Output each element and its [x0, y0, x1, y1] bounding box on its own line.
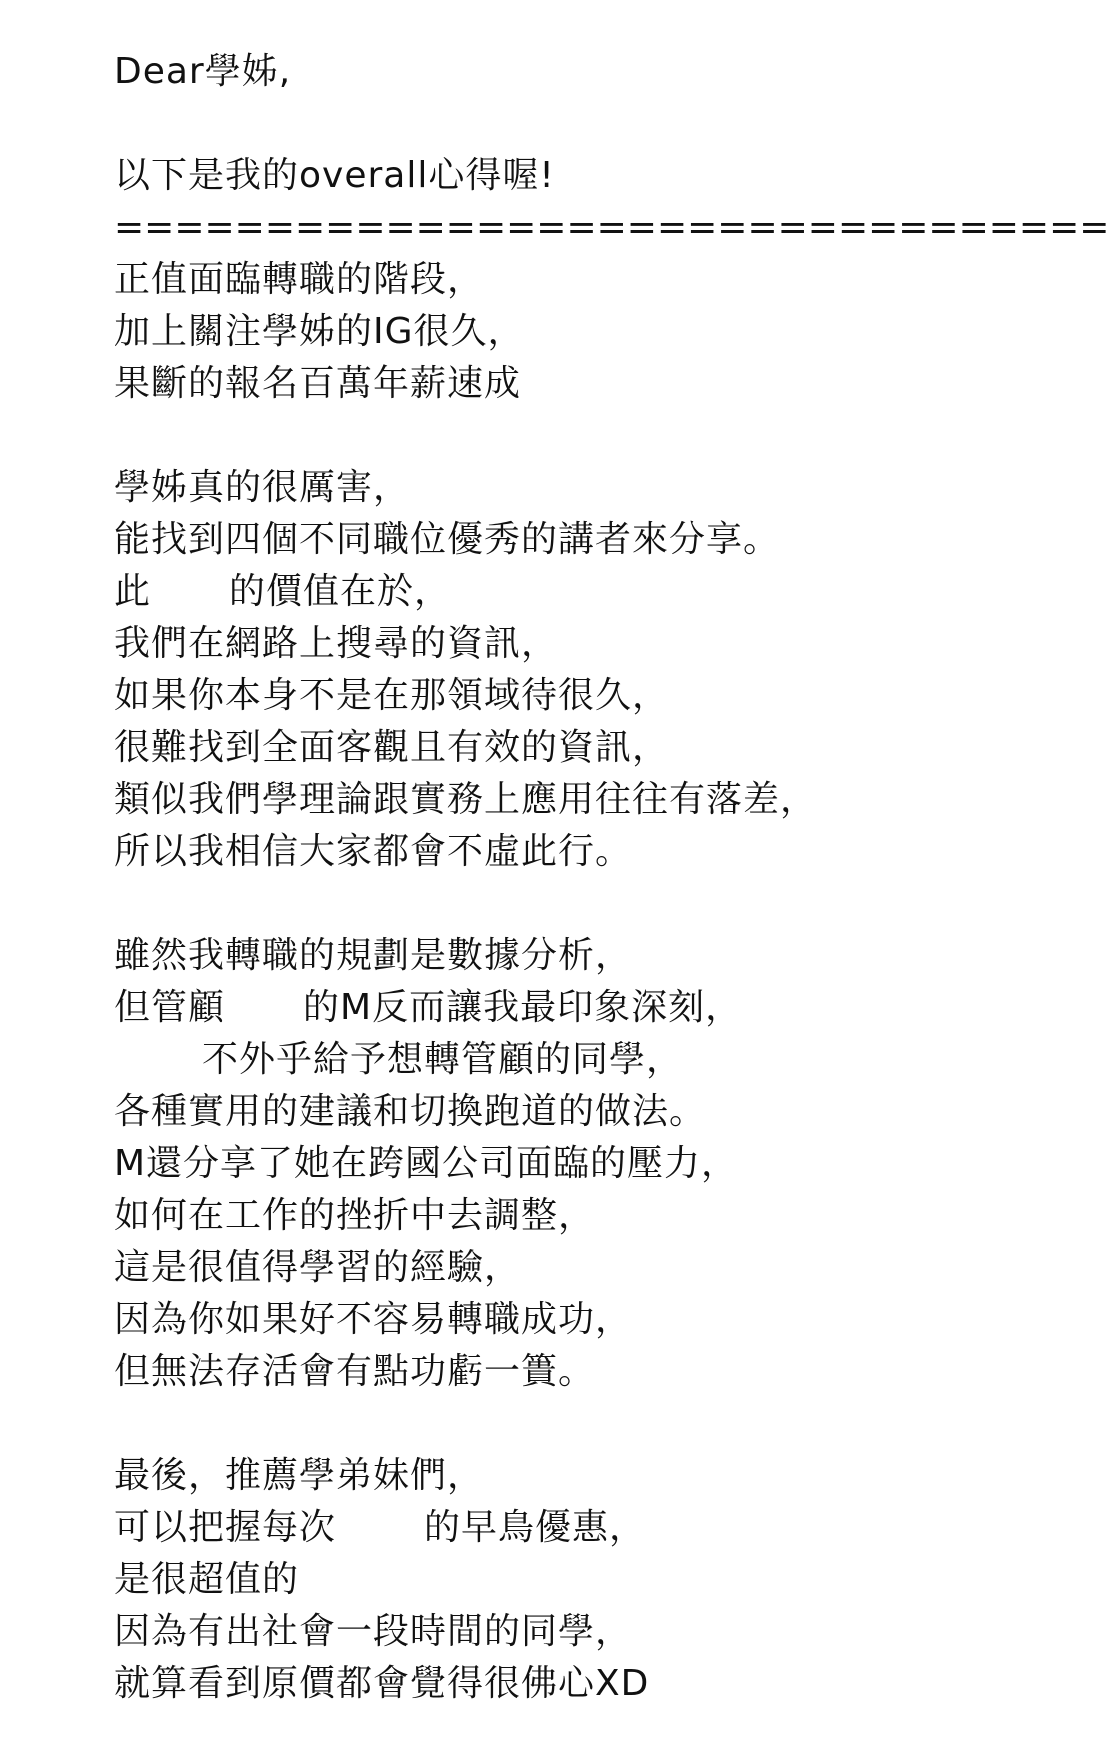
text-line-redacted	[114, 982, 914, 1034]
text-line: 但無法存活會有點功虧一簣。	[114, 1351, 596, 1392]
text-segment: 但管顧	[114, 987, 226, 1028]
text-line: 能找到四個不同職位優秀的講者來分享。	[114, 519, 781, 560]
text-line: 最後，推薦學弟妹們，	[114, 1455, 485, 1496]
text-line: 如何在工作的挫折中去調整，	[114, 1195, 596, 1236]
text-line: 因為有出社會一段時間的同學，	[114, 1611, 633, 1652]
text-line: 就算看到原價都會覺得很佛心XD	[114, 1663, 650, 1704]
text-segment: 的M反而讓我最印象深刻，	[303, 987, 743, 1028]
blank-line	[114, 410, 914, 462]
blank-line	[114, 98, 914, 150]
text-segment: 可以把握每次	[114, 1507, 337, 1548]
blank-line	[114, 1398, 914, 1450]
text-line-redacted	[114, 566, 914, 618]
paragraph-1	[114, 254, 914, 410]
text-line: 各種實用的建議和切換跑道的做法。	[114, 1091, 707, 1132]
redaction-block	[114, 1039, 202, 1077]
text-line: 果斷的報名百萬年薪速成	[114, 363, 522, 404]
review-note	[114, 46, 1109, 1710]
text-line: 加上關注學姊的IG很久，	[114, 311, 525, 352]
text-line: 這是很值得學習的經驗，	[114, 1247, 522, 1288]
paragraph-2	[114, 462, 914, 878]
separator-line: =================================	[114, 207, 1109, 248]
redaction-block	[225, 987, 303, 1025]
text-segment: 此	[114, 571, 152, 612]
text-line-redacted	[114, 1034, 914, 1086]
text-line: 我們在網路上搜尋的資訊，	[114, 623, 559, 664]
greeting: Dear學姊,	[114, 51, 292, 92]
text-line: M還分享了她在跨國公司面臨的壓力，	[114, 1143, 739, 1184]
redaction-block	[151, 571, 229, 609]
intro-line: 以下是我的overall心得喔!	[114, 155, 555, 196]
text-segment: 的價值在於，	[229, 571, 452, 612]
text-line: 是很超值的	[114, 1559, 300, 1600]
text-line: 所以我相信大家都會不虛此行。	[114, 831, 633, 872]
text-line-redacted	[114, 1502, 914, 1554]
text-line: 學姊真的很厲害，	[114, 467, 411, 508]
text-line: 雖然我轉職的規劃是數據分析，	[114, 935, 633, 976]
blank-line	[114, 878, 914, 930]
text-line: 因為你如果好不容易轉職成功，	[114, 1299, 633, 1340]
text-line: 如果你本身不是在那領域待很久，	[114, 675, 670, 716]
paragraph-4	[114, 1450, 914, 1710]
text-line: 正值面臨轉職的階段，	[114, 259, 485, 300]
text-segment: 不外乎給予想轉管顧的同學，	[202, 1039, 684, 1080]
redaction-block	[336, 1507, 424, 1545]
text-segment: 的早鳥優惠，	[424, 1507, 647, 1548]
text-line: 類似我們學理論跟實務上應用往往有落差，	[114, 779, 818, 820]
paragraph-3	[114, 930, 914, 1398]
text-line: 很難找到全面客觀且有效的資訊，	[114, 727, 670, 768]
